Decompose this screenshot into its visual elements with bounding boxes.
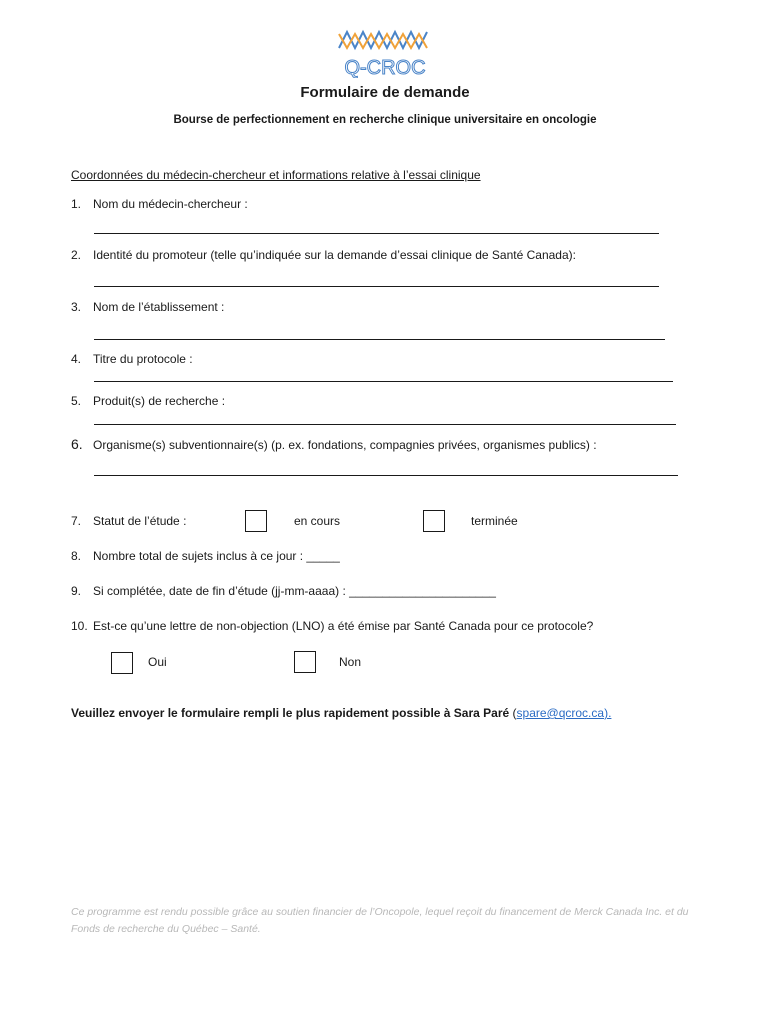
question-number: 1. (71, 197, 82, 211)
question-number: 10. (71, 619, 88, 633)
question-label: Produit(s) de recherche : (93, 394, 226, 408)
option-en-cours-label: en cours (294, 514, 341, 528)
answer-line-2[interactable] (94, 286, 659, 287)
question-number: 2. (71, 248, 82, 262)
answer-line-3[interactable] (94, 339, 665, 340)
checkbox-non[interactable] (294, 651, 316, 673)
instructions-text: Veuillez envoyer le formulaire rempli le plus rapidement possible à Sara Paré (71, 706, 513, 720)
question-label: Nom de l’établissement : (93, 300, 225, 314)
form-subtitle: Bourse de perfectionnement en recherche clinique universitaire en oncologie (173, 114, 597, 126)
question-label: Identité du promoteur (telle qu’indiquée sur la demande d’essai clinique de Santé Canada): (93, 248, 576, 262)
question-number: 6. (71, 436, 83, 452)
answer-line-4[interactable] (94, 381, 673, 382)
answer-line-5[interactable] (94, 424, 676, 425)
question-number: 3. (71, 300, 82, 314)
form-title: Formulaire de demande (300, 84, 470, 101)
question-number: 4. (71, 352, 82, 366)
section-heading: Coordonnées du médecin-chercheur et informations relative à l’essai clinique (71, 168, 481, 182)
question-label: Nombre total de sujets inclus à ce jour : _____ (93, 549, 340, 563)
question-number: 8. (71, 549, 82, 563)
question-label: Si complétée, date de fin d’étude (jj-mm-aaaa) : ______________________ (93, 584, 496, 598)
email-link[interactable]: spare@qcroc.ca (516, 706, 605, 720)
paren-close: ). (604, 706, 612, 720)
option-non-label: Non (339, 655, 362, 669)
question-label: Titre du protocole : (93, 352, 193, 366)
question-label: Organisme(s) subventionnaire(s) (p. ex. fondations, compagnies privées, organismes publics) : (93, 438, 597, 452)
logo-text: Q-CROC (344, 57, 426, 78)
answer-line-6[interactable] (94, 475, 678, 476)
question-number: 5. (71, 394, 82, 408)
paren-open: ( (512, 706, 517, 720)
funding-footer: Ce programme est rendu possible grâce au soutien financier de l’Oncopole, lequel reçoit du financement de Merck Canada Inc. et du Fonds de recherche du Québec – Santé. (71, 906, 689, 935)
checkbox-terminee[interactable] (423, 510, 445, 532)
qcroc-logo (335, 26, 435, 78)
submission-instructions (71, 706, 611, 720)
question-label: Nom du médecin-chercheur : (93, 197, 248, 211)
option-terminee-label: terminée (471, 514, 518, 528)
zigzag-waves-logo-icon (335, 26, 435, 78)
checkbox-en-cours[interactable] (245, 510, 267, 532)
option-oui-label: Oui (148, 655, 167, 669)
question-number: 9. (71, 584, 82, 598)
question-number: 7. (71, 514, 82, 528)
answer-line-1[interactable] (94, 233, 659, 234)
checkbox-oui[interactable] (111, 652, 133, 674)
question-label: Statut de l’étude : (93, 514, 187, 528)
question-label: Est-ce qu’une lettre de non-objection (LNO) a été émise par Santé Canada pour ce protocole? (93, 619, 594, 633)
